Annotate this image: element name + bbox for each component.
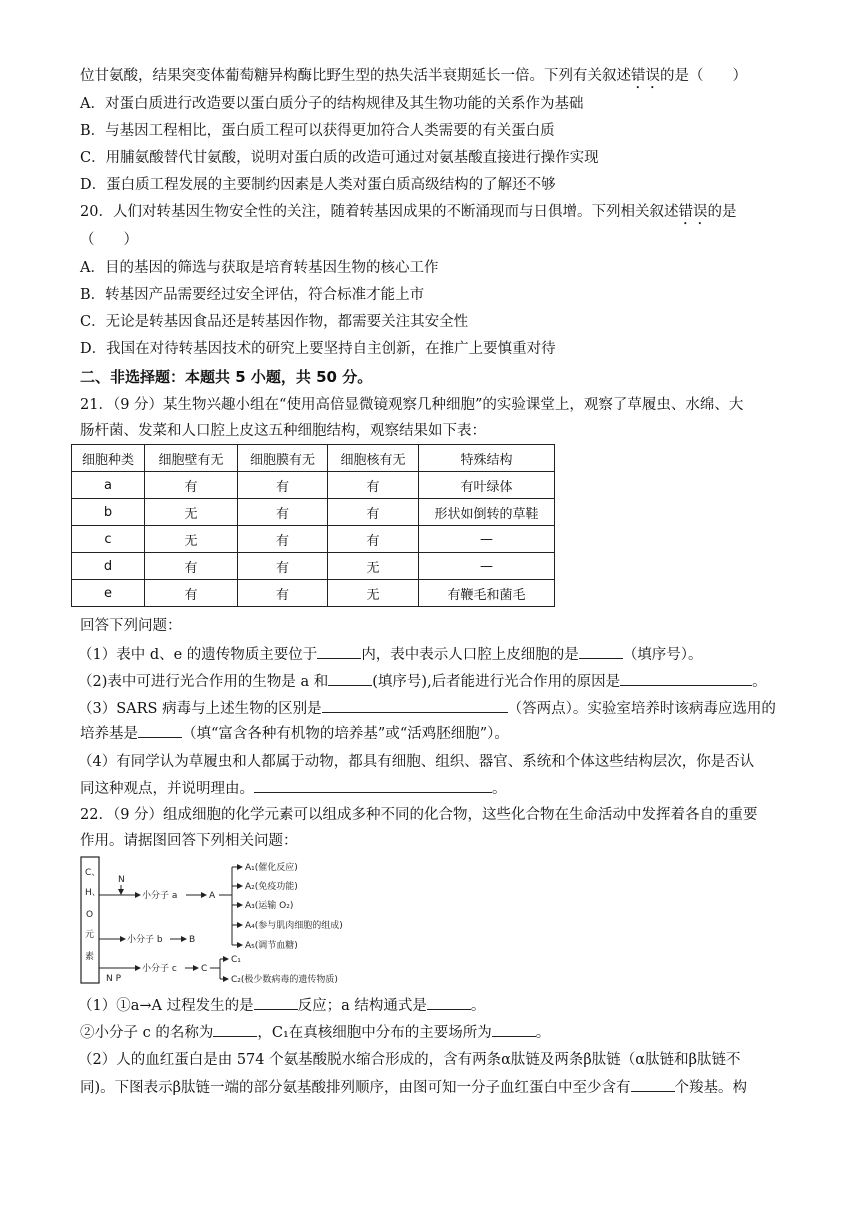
function-a4: A₄(参与肌肉细胞的组成) <box>245 921 343 931</box>
q20-option-b: B．转基因产品需要经过安全评估，符合标准才能上市 <box>80 287 425 303</box>
q21-stem-line1: 21．（9 分）某生物兴趣小组在“使用高倍显微镜观察几种细胞”的实验课堂上，观察了草履虫、水绵、大 <box>80 397 744 413</box>
small-molecule-c: 小分子 c <box>142 964 177 974</box>
n-label: N <box>118 875 125 885</box>
table-header: 细胞壁有无 <box>145 445 238 472</box>
q22-part1-a: （1）①a→A 过程发生的是 <box>78 998 254 1014</box>
small-molecule-a: 小分子 a <box>142 891 178 901</box>
answer-blank[interactable] <box>492 1022 536 1037</box>
table-cell: 有 <box>328 472 419 499</box>
q21-part1-b: 内，表中表示人口腔上皮细胞的是 <box>361 647 579 663</box>
q21-part4-cont <box>80 778 507 799</box>
answer-blank[interactable] <box>317 644 361 659</box>
table-cell: 有 <box>238 580 328 607</box>
q19-option-d: D．蛋白质工程发展的主要制约因素是人类对蛋白质高级结构的了解还不够 <box>80 177 556 193</box>
q22-part1-c: 。 <box>470 998 486 1014</box>
q21-part3-cont <box>80 723 509 744</box>
table-cell: 有鞭毛和菌毛 <box>419 580 555 607</box>
table-header: 细胞种类 <box>72 445 145 472</box>
table-cell: 有 <box>328 526 419 553</box>
q19-option-c: C．用脯氨酸替代甘氨酸，说明对蛋白质的改造可通过对氨基酸直接进行操作实现 <box>80 150 599 166</box>
table-row <box>72 526 555 553</box>
answer-blank[interactable] <box>620 671 752 686</box>
q21-stem-line2: 肠杆菌、发菜和人口腔上皮这五种细胞结构，观察结果如下表： <box>80 423 486 439</box>
table-header: 细胞核有无 <box>328 445 419 472</box>
q19-option-b: B．与基因工程相比，蛋白质工程可以获得更加符合人类需要的有关蛋白质 <box>80 123 555 139</box>
answer-blank[interactable] <box>213 1022 257 1037</box>
q22-part2-line2-b: 个羧基。构 <box>674 1080 748 1096</box>
elements-label: 元 <box>85 930 95 940</box>
table-header-row <box>72 445 555 472</box>
q21-part4-c: 。 <box>492 781 507 797</box>
q21-part4: （4）有同学认为草履虫和人都属于动物，都具有细胞、组织、器官、系统和个体这些结构层次，你是否认 <box>78 754 755 770</box>
cell-table <box>71 444 555 607</box>
table-cell: 有 <box>238 472 328 499</box>
q20-stem-pre: 20．人们对转基因生物安全性的关注，随着转基因成果的不断涌现而与日俱增。下列相关叙述 <box>80 204 679 220</box>
table-cell: 无 <box>328 553 419 580</box>
answer-blank[interactable] <box>427 995 471 1010</box>
answer-prompt: 回答下列问题： <box>80 618 182 634</box>
table-cell: 有 <box>238 499 328 526</box>
q22-part1-b: 反应；a 结构通式是 <box>297 998 427 1014</box>
q22-part2-line1: （2）人的血红蛋白是由 574 个氨基酸脱水缩合形成的，含有两条α肽链及两条β肽链（α肽链和β肽链不 <box>78 1052 741 1068</box>
q20-option-c: C．无论是转基因食品还是转基因作物，都需要关注其安全性 <box>80 314 469 330</box>
table-cell: 有 <box>328 499 419 526</box>
q21-part2-a: （2)表中可进行光合作用的生物是 a 和 <box>78 674 329 690</box>
elements-label: H、 <box>85 888 101 898</box>
q22-part1-2 <box>80 1022 550 1043</box>
function-a5: A₅(调节血糖) <box>245 941 298 951</box>
q22-stem-line1: 22．（9 分）组成细胞的化学元素可以组成多种不同的化合物，这些化合物在生命活动中发挥着各自的重要 <box>80 807 758 823</box>
q21-part1-c: （填序号）。 <box>622 647 703 663</box>
table-cell: 形状如倒转的草鞋 <box>419 499 555 526</box>
compound-diagram <box>80 855 362 988</box>
table-cell: 有 <box>238 526 328 553</box>
q22-part2-b: ，C₁在真核细胞中分布的主要场所为 <box>257 1025 492 1041</box>
q21-part2-c: 。 <box>752 674 767 690</box>
table-cell: — <box>419 526 555 553</box>
q22-part2-c: 。 <box>535 1025 551 1041</box>
table-cell: 有 <box>145 580 238 607</box>
q19-stem-tail <box>80 66 747 92</box>
small-molecule-b: 小分子 b <box>127 935 163 945</box>
q21-part3 <box>78 698 776 719</box>
q19-option-a: A．对蛋白质进行改造要以蛋白质分子的结构规律及其生物功能的关系作为基础 <box>80 96 584 112</box>
table-cell: 无 <box>145 526 238 553</box>
answer-blank[interactable] <box>254 995 298 1010</box>
answer-blank[interactable] <box>322 698 508 713</box>
type-c1: C₁ <box>231 955 241 965</box>
q21-part2 <box>78 671 767 692</box>
elements-label: O <box>86 910 94 920</box>
q20-stem-emphasis: 错误 <box>678 204 708 220</box>
table-row <box>72 499 555 526</box>
q20-stem-post: 的是 <box>707 204 737 220</box>
q22-part1 <box>78 995 485 1016</box>
table-header: 特殊结构 <box>419 445 555 472</box>
type-c2: C₂(极少数病毒的遗传物质) <box>231 975 338 985</box>
q21-part1-a: （1）表中 d、e 的遗传物质主要位于 <box>78 647 318 663</box>
q20-paren: （ ） <box>80 232 138 248</box>
table-cell: 有 <box>238 553 328 580</box>
table-cell: d <box>72 553 145 580</box>
macromolecule-b: B <box>189 935 196 945</box>
table-cell: — <box>419 553 555 580</box>
q22-part2-line2-a: 同)。下图表示β肽链一端的部分氨基酸排列顺序，由图可知一分子血红蛋白中至少含有 <box>80 1080 631 1096</box>
table-row <box>72 580 555 607</box>
np-label: N P <box>106 974 122 984</box>
q19-stem-pre: 位甘氨酸，结果突变体葡萄糖异构酶比野生型的热失活半衰期延长一倍。下列有关叙述 <box>80 68 631 84</box>
function-a2: A₂(免疫功能) <box>245 882 298 892</box>
answer-blank[interactable] <box>254 778 492 793</box>
elements-label: 素 <box>85 952 95 962</box>
q21-part2-b: (填序号),后者能进行光合作用的原因是 <box>372 674 621 690</box>
q22-part2-a: ②小分子 c 的名称为 <box>80 1025 214 1041</box>
q21-part1 <box>78 644 703 665</box>
answer-blank[interactable] <box>138 723 182 738</box>
q19-stem-post: 的是（ ） <box>660 68 747 84</box>
q21-part3-a: （3）SARS 病毒与上述生物的区别是 <box>78 701 322 717</box>
table-cell: 有叶绿体 <box>419 472 555 499</box>
section-heading: 二、非选择题：本题共 5 小题，共 50 分。 <box>80 368 373 386</box>
macromolecule-a: A <box>209 891 216 901</box>
table-cell: b <box>72 499 145 526</box>
q20-stem <box>80 202 736 228</box>
table-cell: 有 <box>145 472 238 499</box>
q19-stem-emphasis: 错误 <box>631 68 660 84</box>
table-header: 细胞膜有无 <box>238 445 328 472</box>
answer-blank[interactable] <box>631 1077 675 1092</box>
function-a1: A₁(催化反应) <box>245 863 298 873</box>
table-cell: a <box>72 472 145 499</box>
q20-option-d: D．我国在对待转基因技术的研究上要坚持自主创新，在推广上要慎重对待 <box>80 341 556 357</box>
answer-blank[interactable] <box>579 644 623 659</box>
elements-label: C、 <box>85 868 101 878</box>
q22-stem-line2: 作用。请据图回答下列相关问题： <box>80 833 298 849</box>
q20-option-a: A．目的基因的筛选与获取是培育转基因生物的核心工作 <box>80 260 439 276</box>
macromolecule-c: C <box>201 964 208 974</box>
function-a3: A₃(运输 O₂) <box>245 901 294 911</box>
q22-part2-line2 <box>80 1077 747 1098</box>
table-cell: c <box>72 526 145 553</box>
q21-part3-c: 培养基是 <box>80 726 138 742</box>
table-cell: 无 <box>328 580 419 607</box>
table-cell: 无 <box>145 499 238 526</box>
q21-part4-b: 同这种观点，并说明理由。 <box>80 781 254 797</box>
q21-part3-d: （填“富含各种有机物的培养基”或“活鸡胚细胞”）。 <box>182 726 509 742</box>
table-cell: e <box>72 580 145 607</box>
table-cell: 有 <box>145 553 238 580</box>
table-row <box>72 472 555 499</box>
table-row <box>72 553 555 580</box>
q21-part3-b: （答两点）。实验室培养时该病毒应选用的 <box>507 701 776 717</box>
answer-blank[interactable] <box>328 671 372 686</box>
